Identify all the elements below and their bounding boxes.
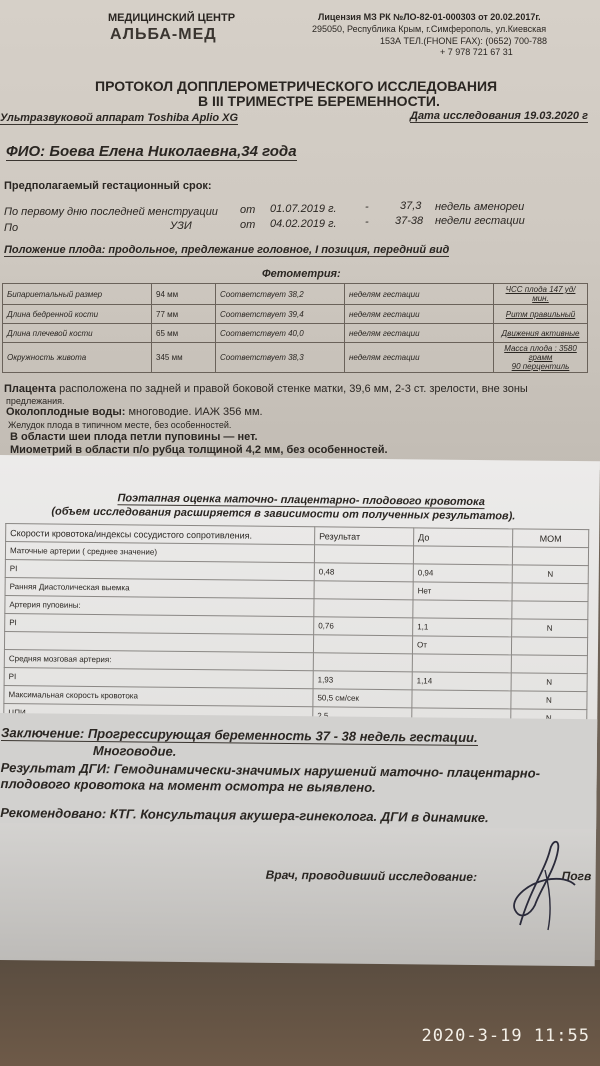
placenta-label: Плацента xyxy=(4,383,57,395)
doppler-result xyxy=(313,653,412,672)
doppler-to xyxy=(413,600,512,619)
fetometry-match: Соответствует 40,0 xyxy=(216,324,345,343)
gest-row2-unit: недели гестации xyxy=(435,215,525,227)
doppler-to xyxy=(412,690,511,709)
fetometry-extra: Ритм правильный xyxy=(494,305,588,324)
gestation-heading: Предполагаемый гестационный срок: xyxy=(4,180,212,192)
fetometry-title: Фетометрия: xyxy=(262,268,341,280)
doppler-index: PI xyxy=(5,560,314,581)
col-result: Результат xyxy=(315,527,414,546)
gest-row2-date: 04.02.2019 г. xyxy=(270,218,337,230)
fetometry-extra: ЧСС плода 147 уд/мин. xyxy=(494,284,588,305)
fetometry-value: 345 мм xyxy=(152,343,216,373)
fetometry-value: 65 мм xyxy=(152,324,216,343)
fetometry-match: Соответствует 38,3 xyxy=(216,343,345,373)
title-line2: В III ТРИМЕСТРЕ БЕРЕМЕННОСТИ. xyxy=(198,93,440,109)
protocol-sheet-upper xyxy=(0,0,600,470)
fetometry-unit: неделям гестации xyxy=(345,284,494,305)
col-mom: МОМ xyxy=(513,529,589,548)
amniotic-line xyxy=(6,406,263,418)
doppler-result xyxy=(313,635,412,654)
amniotic-text: многоводие. ИАЖ 356 мм. xyxy=(125,406,263,418)
gest-row2-uzi: УЗИ xyxy=(170,220,192,232)
device: Ультразвуковой аппарат Toshiba Aplio XG xyxy=(0,112,239,124)
placenta-line1b: предлежания. xyxy=(6,396,65,406)
mobile: + 7 978 721 67 31 xyxy=(440,47,513,57)
fetometry-match: Соответствует 38,2 xyxy=(216,284,345,305)
phone: 153А ТЕЛ.(FHONE FAX): (0652) 700-788 xyxy=(380,36,547,46)
fetometry-unit: неделям гестации xyxy=(345,343,494,373)
doppler-result xyxy=(314,599,413,618)
fetometry-unit: неделям гестации xyxy=(345,305,494,324)
col-index: Скорости кровотока/индексы сосудистого сопротивления. xyxy=(6,524,315,545)
doppler-result: 0,48 xyxy=(314,563,413,582)
doppler-index: Маточные артерии ( среднее значение) xyxy=(5,542,314,563)
fetometry-row xyxy=(3,324,588,343)
fetal-position: Положение плода: продольное, предлежание головное, I позиция, передний вид xyxy=(4,244,450,256)
myometrium-line: Миометрий в области п/о рубца толщиной 4,2 мм, без особенностей. xyxy=(10,444,388,456)
placenta-text: расположена по задней и правой боковой стенке матки, 39,6 мм, 2-3 ст. зрелости, вне зоны xyxy=(56,383,528,395)
doctor-signature-icon xyxy=(490,830,600,940)
gest-row1-date: 01.07.2019 г. xyxy=(270,203,337,215)
doppler-mom xyxy=(512,601,588,620)
license: Лицензия МЗ РК №ЛО-82-01-000303 от 20.02.2017г. xyxy=(318,12,541,22)
fetometry-name: Длина бедренной кости xyxy=(3,305,152,324)
doppler-title1: Поэтапная оценка маточно- плацентарно- плодового кровотока xyxy=(117,492,485,509)
gest-row1-label: По первому дню последней менструации xyxy=(4,206,218,218)
photo-timestamp: 2020-3-19 11:55 xyxy=(421,1026,590,1046)
doppler-index: Артерия пуповины: xyxy=(5,596,314,617)
doppler-index: Максимальная скорость кровотока xyxy=(4,686,313,707)
fetometry-name: Длина плечевой кости xyxy=(3,324,152,343)
doppler-mom: N xyxy=(512,619,588,638)
conclusion-line1: Заключение: Прогрессирующая беременность 37 - 38 недель гестации. xyxy=(1,725,478,746)
fetometry-unit: неделям гестации xyxy=(345,324,494,343)
doppler-mom xyxy=(512,583,588,602)
result-line2: плодового кровотока на момент осмотра не выявлено. xyxy=(0,776,376,795)
gest-row2-label: По xyxy=(4,222,19,234)
fetometry-extra xyxy=(494,343,588,373)
fetometry-value: 77 мм xyxy=(152,305,216,324)
doppler-index: PI xyxy=(4,668,313,689)
fetometry-table xyxy=(2,283,588,373)
doppler-table xyxy=(3,523,589,728)
amniotic-label: Околоплодные воды: xyxy=(6,406,126,418)
fetometry-row xyxy=(3,284,588,305)
doppler-result xyxy=(314,545,413,564)
fetometry-name: Бипариетальный размер xyxy=(3,284,152,305)
center-name: МЕДИЦИНСКИЙ ЦЕНТР xyxy=(108,12,236,24)
doppler-to: 1,14 xyxy=(412,672,511,691)
conclusion-line2: Многоводие. xyxy=(92,742,177,759)
doppler-to xyxy=(412,654,511,673)
result-line1: Результат ДГИ: Гемодинамически-значимых нарушений маточно- плацентарно- xyxy=(0,760,541,781)
patient-name: ФИО: Боева Елена Николаевна,34 года xyxy=(6,143,297,160)
doppler-result: 50,5 см/сек xyxy=(313,689,412,708)
doppler-to: Нет xyxy=(413,582,512,601)
gest-row1-unit: недель аменореи xyxy=(435,201,525,213)
exam-date: Дата исследования 19.03.2020 г xyxy=(410,110,588,122)
title-line1: ПРОТОКОЛ ДОППЛЕРОМЕТРИЧЕСКОГО ИССЛЕДОВАНИЯ xyxy=(95,78,498,94)
gest-row1-ot: от xyxy=(240,204,256,216)
doctor-label: Врач, проводивший исследование: xyxy=(265,867,478,885)
fetometry-row xyxy=(3,305,588,324)
doctor-name: Погв xyxy=(561,868,592,884)
doppler-mom: N xyxy=(511,673,587,692)
placenta-line1 xyxy=(4,383,528,395)
doppler-result: 1,93 xyxy=(313,671,412,690)
gest-row1-dash: - xyxy=(365,201,369,213)
doppler-to xyxy=(413,546,512,565)
doppler-mom: N xyxy=(512,565,588,584)
gest-row2-ot: от xyxy=(240,219,256,231)
col-to: До xyxy=(414,528,513,547)
gest-row1-value: 37,3 xyxy=(400,200,422,212)
background-table-surface xyxy=(0,960,600,1066)
doppler-mom xyxy=(512,547,588,566)
doppler-to: От xyxy=(412,636,511,655)
doppler-to: 0,94 xyxy=(413,564,512,583)
recommendation: Рекомендовано: КТГ. Консультация акушера-гинеколога. ДГИ в динамике. xyxy=(0,805,489,826)
center-logo: АЛЬБА-МЕД xyxy=(110,26,217,43)
fetometry-value: 94 мм xyxy=(152,284,216,305)
gest-row2-value: 37-38 xyxy=(395,215,424,227)
doppler-mom xyxy=(511,655,587,674)
gest-row2-dash: - xyxy=(365,216,369,228)
doppler-mom: N xyxy=(511,691,587,710)
fetometry-match: Соответствует 39,4 xyxy=(216,305,345,324)
doppler-to: 1,1 xyxy=(413,618,512,637)
fetometry-extra-line2: 90 перцентиль xyxy=(511,362,570,371)
stomach-line: Желудок плода в типичном месте, без особенностей. xyxy=(8,420,232,430)
cord-line: В области шеи плода петли пуповины — нет. xyxy=(10,431,258,443)
address: 295050, Республика Крым, г.Симферополь, ул.Киевская xyxy=(312,24,547,34)
doppler-index: Ранняя Диастолическая выемка xyxy=(5,578,314,599)
fetometry-extra: Движения активные xyxy=(494,324,588,343)
doppler-index: Средняя мозговая артерия: xyxy=(4,650,313,671)
fetometry-extra-line1: Масса плода : 3580 грамм xyxy=(504,344,577,362)
doppler-title2: (объем исследования расширяется в зависимости от полученных результатов). xyxy=(51,505,516,523)
doppler-result: 0,76 xyxy=(314,617,413,636)
fetometry-row xyxy=(3,343,588,373)
doppler-index: PI xyxy=(5,614,314,635)
doppler-mom xyxy=(511,637,587,656)
doppler-result xyxy=(314,581,413,600)
fetometry-name: Окружность живота xyxy=(3,343,152,373)
